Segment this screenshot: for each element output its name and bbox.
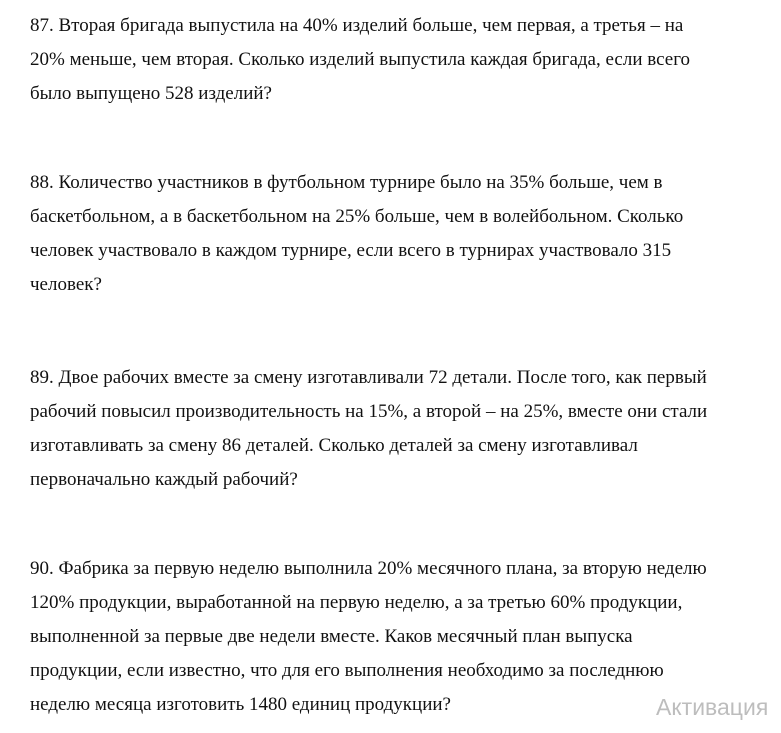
problem-line: было выпущено 528 изделий?: [30, 83, 272, 104]
problem-line: баскетбольном, а в баскетбольном на 25% больше, чем в волейбольном. Сколько: [30, 206, 684, 227]
problem-line: выполненной за первые две недели вместе. Каков месячный план выпуска: [30, 626, 633, 647]
watermark-cut-line: [700, 726, 760, 733]
problem-line: 120% продукции, выработанной на первую неделю, а за третью 60% продукции,: [30, 592, 683, 613]
problem-87: [30, 9, 770, 111]
problem-line: продукции, если известно, что для его выполнения необходимо за последнюю: [30, 660, 664, 681]
problem-89: [30, 361, 770, 497]
activation-watermark: Активация: [656, 694, 769, 720]
problem-line: человек?: [30, 274, 102, 295]
problem-line: 87. Вторая бригада выпустила на 40% изделий больше, чем первая, а третья – на: [30, 15, 684, 36]
problem-line: человек участвовало в каждом турнире, если всего в турнирах участвовало 315: [30, 240, 672, 261]
problem-line: 20% меньше, чем вторая. Сколько изделий выпустила каждая бригада, если всего: [30, 49, 691, 70]
problem-88: [30, 166, 770, 302]
problem-line: изготавливать за смену 86 деталей. Сколько деталей за смену изготавливал: [30, 435, 638, 456]
problem-line: рабочий повысил производительность на 15%, а второй – на 25%, вместе они стали: [30, 401, 708, 422]
problem-line: 89. Двое рабочих вместе за смену изготавливали 72 детали. После того, как первый: [30, 367, 707, 388]
problem-line: неделю месяца изготовить 1480 единиц продукции?: [30, 694, 451, 715]
problem-line: первоначально каждый рабочий?: [30, 469, 298, 490]
problem-line: 90. Фабрика за первую неделю выполнила 20% месячного плана, за вторую неделю: [30, 558, 707, 579]
problem-line: 88. Количество участников в футбольном турнире было на 35% больше, чем в: [30, 172, 663, 193]
